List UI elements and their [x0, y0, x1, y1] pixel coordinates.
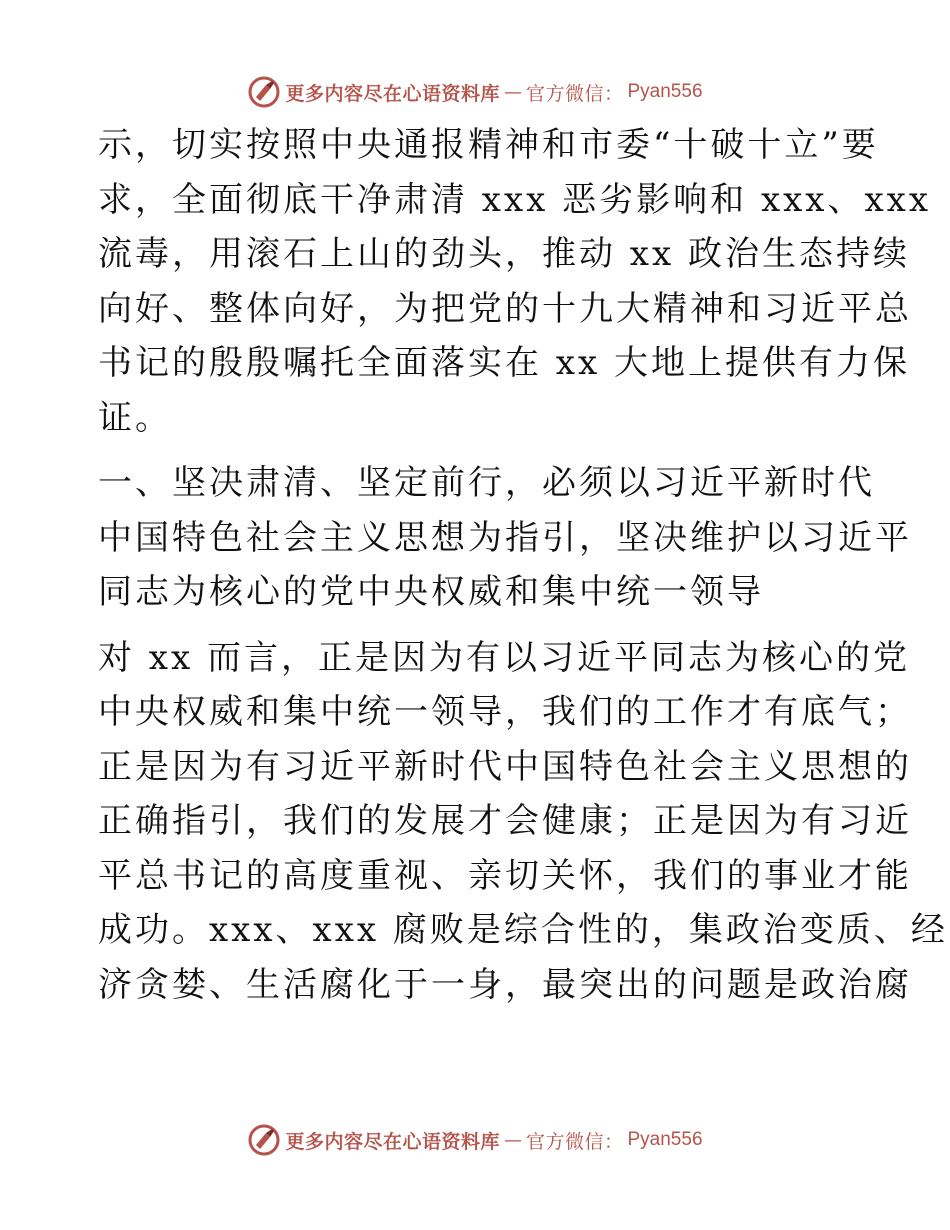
paragraph-2 — [98, 631, 948, 1013]
paragraph-line: 济贪婪、生活腐化于一身，最突出的问题是政治腐 — [98, 964, 912, 1005]
paragraph-line: 正确指引，我们的发展才会健康；正是因为有习近 — [98, 801, 912, 841]
heading-line: 一、坚决肃清、坚定前行，必须以习近平新时代 — [98, 463, 875, 503]
header-banner-id: Pyan556 — [627, 81, 703, 102]
header-banner-text: 更多内容尽在心语资料库 — [285, 82, 500, 105]
footer-banner-dash: — — [503, 1129, 522, 1151]
paragraph-line: 求，全面彻底干净肃清 xxx 恶劣影响和 xxx、xxx — [98, 179, 931, 220]
paragraph-line: 成功。xxx、xxx 腐败是综合性的，集政治变质、经 — [98, 910, 948, 950]
logo-icon — [247, 1123, 281, 1157]
paragraph-line: 流毒，用滚石上山的劲头，推动 xx 政治生态持续 — [98, 234, 910, 274]
section-heading-1 — [98, 456, 912, 620]
header-banner — [0, 72, 950, 112]
footer-banner-id: Pyan556 — [627, 1129, 703, 1150]
paragraph-line: 证。 — [98, 397, 172, 438]
paragraph-line: 示，切实按照中央通报精神和市委“十破十立”要 — [98, 125, 879, 165]
paragraph-line: 正是因为有习近平新时代中国特色社会主义思想的 — [98, 746, 912, 787]
header-banner-label: 官方微信： — [525, 82, 624, 105]
logo-icon — [247, 75, 281, 109]
footer-banner — [0, 1120, 950, 1160]
paragraph-line: 向好、整体向好，为把党的十九大精神和习近平总 — [98, 288, 912, 329]
document-body — [98, 118, 948, 1012]
paragraph-line: 书记的殷殷嘱托全面落实在 xx 大地上提供有力保 — [98, 343, 910, 383]
footer-banner-text: 更多内容尽在心语资料库 — [285, 1130, 500, 1153]
heading-line: 同志为核心的党中央权威和集中统一领导 — [98, 572, 764, 612]
paragraph-line: 对 xx 而言，正是因为有以习近平同志为核心的党 — [98, 637, 910, 678]
paragraph-line: 平总书记的高度重视、亲切关怀，我们的事业才能 — [98, 855, 912, 896]
footer-banner-label: 官方微信： — [525, 1130, 624, 1153]
heading-line: 中国特色社会主义思想为指引，坚决维护以习近平 — [98, 517, 912, 558]
paragraph-line: 中央权威和集中统一领导，我们的工作才有底气； — [98, 692, 912, 732]
paragraph-1 — [98, 118, 931, 445]
header-banner-dash: — — [503, 81, 522, 103]
